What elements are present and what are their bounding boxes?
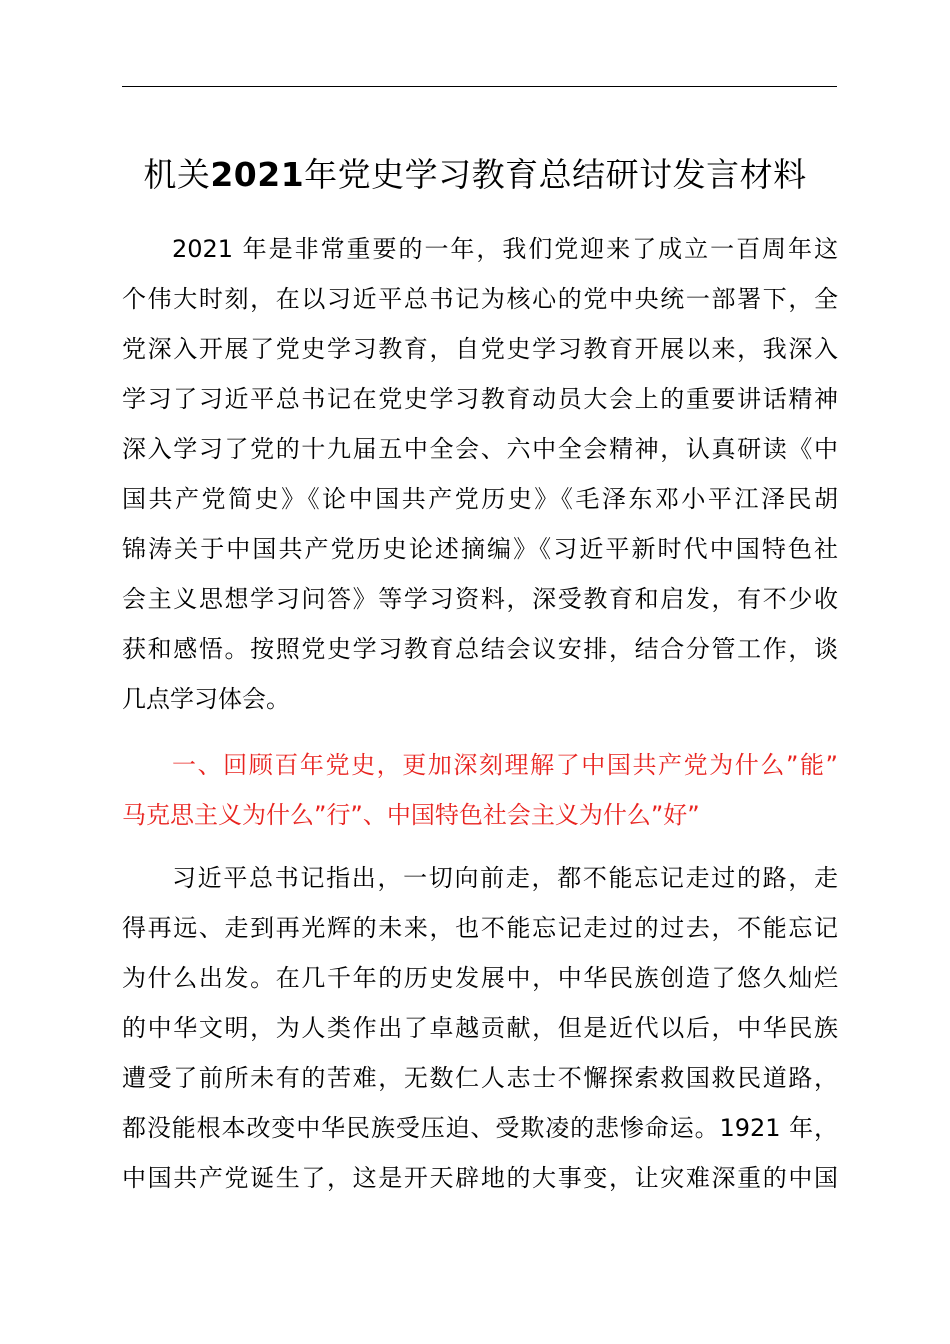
paragraph-line: 会主义思想学习问答》等学习资料，深受教育和启发，有不少收 [122, 585, 838, 613]
paragraph-line: 获和感悟。按照党史学习教育总结会议安排，结合分管工作，谈 [122, 635, 838, 663]
document-title [0, 150, 950, 200]
paragraph-line: 中国共产党诞生了，这是开天辟地的大事变，让灾难深重的中国 [122, 1164, 838, 1192]
heading-line: 马克思主义为什么”行”、中国特色社会主义为什么”好” [122, 801, 700, 829]
section-1-paragraph [122, 853, 838, 1203]
paragraph-line: 国共产党简史》《论中国共产党历史》《毛泽东邓小平江泽民胡 [122, 485, 838, 513]
paragraph-line: 几点学习体会。 [122, 685, 290, 713]
paragraph-line: 锦涛关于中国共产党历史论述摘编》《习近平新时代中国特色社 [122, 535, 838, 563]
title-prefix: 机关 [143, 155, 211, 194]
paragraph-line: 学习了习近平总书记在党史学习教育动员大会上的重要讲话精神 [122, 385, 838, 413]
header-rule [122, 86, 837, 87]
paragraph-line: 遭受了前所未有的苦难，无数仁人志士不懈探索救国救民道路， [122, 1064, 838, 1092]
section-heading-1 [122, 740, 838, 840]
paragraph-line: 得再远、走到再光辉的未来，也不能忘记走过的过去，不能忘记 [122, 914, 838, 942]
heading-line: 一、回顾百年党史，更加深刻理解了中国共产党为什么”能” [172, 751, 838, 779]
paragraph-line: 为什么出发。在几千年的历史发展中，中华民族创造了悠久灿烂 [122, 964, 838, 992]
paragraph-line: 深入学习了党的十九届五中全会、六中全会精神，认真研读《中 [122, 435, 838, 463]
paragraph-line: 习近平总书记指出，一切向前走，都不能忘记走过的路，走 [172, 864, 838, 892]
paragraph-line: 个伟大时刻，在以习近平总书记为核心的党中央统一部署下，全 [122, 285, 838, 313]
title-suffix: 年党史学习教育总结研讨发言材料 [304, 155, 807, 194]
title-year: 2021 [210, 155, 305, 194]
paragraph-line: 的中华文明，为人类作出了卓越贡献，但是近代以后，中华民族 [122, 1014, 838, 1042]
paragraph-line: 2021 年是非常重要的一年，我们党迎来了成立一百周年这 [172, 235, 838, 263]
paragraph-line: 都没能根本改变中华民族受压迫、受欺凌的悲惨命运。1921 年， [122, 1114, 838, 1142]
intro-paragraph [122, 224, 838, 724]
paragraph-line: 党深入开展了党史学习教育，自党史学习教育开展以来，我深入 [122, 335, 838, 363]
